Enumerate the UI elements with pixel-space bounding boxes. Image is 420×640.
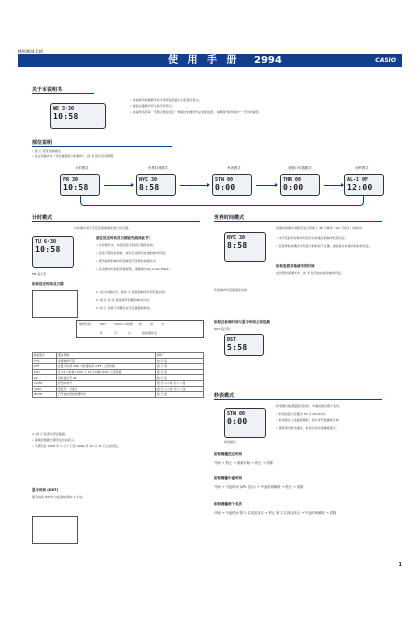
mode-cycle-return-line (80, 196, 364, 206)
about-bullet-1: • 本说明书的插图中有字母是指表面以白底黑字显示。 (130, 98, 202, 102)
elapsed-flow: 开始 → 停止 → 重新开始 → 停止 → 清除 (214, 461, 273, 465)
two-finishes-title: 如何测量两个名次 (214, 502, 242, 506)
timekeeping-body-4: • 有关城市代码的详细说明，请参阅"City Code Table"。 (96, 267, 173, 271)
seq-item: 12/24 小时制 (114, 322, 133, 326)
mode-display-alarm: AL-1 0F 12:00 (344, 174, 384, 196)
mode-display-worldtime: NYC 30 8:58 (136, 174, 176, 196)
table-row: 10:58 改变时或分 按 Ⓓ (+) 或 Ⓑ (−) 钮 (33, 380, 204, 386)
table-row: 12H 在 12 小时制 (12H) 与 24 小时制 (24H) 之间选换 按 Ⓓ 钮 (33, 369, 204, 375)
worldtime-dst-display: DST 5:58 (224, 334, 264, 356)
worldtime-underline (214, 221, 382, 222)
manual-title: 使 用 手 册 (168, 55, 240, 66)
page-number: 1 (398, 562, 402, 568)
timekeeping-watch-display: TU 6·30 10:58 (32, 236, 74, 268)
timekeeping-note-3: • 日期可在 2000 年 1 月 1 日至 2099 年 12 月 31 日之间设定。 (32, 444, 121, 448)
parts-heading: 部位说明 (32, 140, 53, 146)
set-step-2: 2. 按 Ⓓ 及 Ⓑ 钮选择所需要的城市代码。 (96, 298, 152, 302)
stopwatch-heading: 秒表模式 (214, 393, 235, 399)
stopwatch-body-3: • 秒表到达上述最高限时，将从零开始继续计时。 (276, 418, 342, 422)
stopwatch-watch-display: STW 00 0:00 (224, 408, 266, 438)
dst-indicator-caption: DST 指示符 (214, 327, 231, 331)
seq-item: 按钮操作音 (142, 331, 158, 335)
table-header-row: 画面显示 要这样做 操作 (33, 353, 204, 359)
parts-line-1: • 按 Ⓒ 钮可选换模式。 (32, 149, 64, 153)
about-watch-display: WE 3·30 10:58 (50, 103, 106, 129)
arrow-right-icon (104, 185, 132, 186)
stopwatch-body-4: • 即使退出秒表模式，秒表计时仍将继续进行。 (276, 426, 339, 430)
seq-item: 分 (161, 322, 165, 326)
stopwatch-body-2: • 秒表的显示范围为 59 分 59.99 秒。 (276, 412, 328, 416)
timekeeping-body-2: • 设定日期及时间时，首先应选择所在地的城市代码。 (96, 251, 168, 255)
about-underline (32, 93, 94, 94)
mode-label-stopwatch: 秒表模式 (227, 166, 241, 170)
about-bullet-2: • 按钮以插图中所示的字母表示。 (130, 104, 175, 108)
title-banner (18, 54, 402, 67)
split-flow: 开始 → 中途时间 (SPL 显示) → 中途时间解除 → 停止 → 清除 (214, 485, 304, 489)
mode-label-timekeeping: 计时模式 (75, 166, 89, 170)
seq-item: 时 (150, 322, 154, 326)
mode-display-stopwatch: STW 00 0:00 (212, 174, 252, 196)
mode-display-timekeeping: FR 30 10:58 (60, 174, 100, 196)
dst-body: 夏令时间 (DST) 比标准时间快 1 小时。 (32, 495, 86, 499)
stopwatch-body-1: 秒表模式能测量经过时间、中途时间及两个名次。 (276, 404, 343, 408)
timekeeping-subheading: 请在设定时间及日期前先阅读此节！ (96, 236, 152, 240)
worldtime-body-1: 世界时间模式用数字显示世界上 48 个城市（29 个时区）的时间。 (276, 226, 365, 230)
set-time-title: 如何设定时间及日期 (32, 282, 64, 286)
worldtime-view-body: 在世界时间模式中，按 Ⓓ 钮可向东卷动城市代码。 (276, 271, 344, 275)
settings-table (32, 352, 204, 398)
worldtime-dst-title: 如何在标准时间与夏令时间之间选换 (214, 320, 270, 324)
timekeeping-underline (32, 221, 200, 222)
mode-label-worldtime: 世界时间模式 (148, 166, 168, 170)
mode-label-timer: 倒数计时器模式 (288, 166, 312, 170)
parts-underline (32, 146, 172, 147)
table-row: OFF 在夏令时间 (ON) 与标准时间 (OFF) 之间选换 按 Ⓐ 钮 (33, 364, 204, 370)
table-row: MUTE 打开或关闭按钮操作音 按 Ⓐ 钮 (33, 392, 204, 398)
seq-item: 秒 (139, 322, 143, 326)
worldtime-heading: 世界时间模式 (214, 215, 245, 221)
table-row: TYO 选择城市代码 按 Ⓓ 钮 (33, 358, 204, 364)
timekeeping-intro: 计时模式用于设定及查看现在的日及日期。 (74, 226, 132, 230)
seq-item: DST (100, 322, 107, 326)
city-code-display-box (32, 290, 78, 318)
set-step-1: 1. 在计时模式中，按住 Ⓐ 钮直到城市代码开始闪动。 (96, 290, 168, 294)
arrow-right-icon (256, 185, 276, 186)
worldtime-view-title: 如何查看其他城市的时间 (276, 264, 315, 268)
arrow-right-icon (324, 185, 342, 186)
seq-item: 月 (114, 331, 118, 335)
timekeeping-body-1: • 计时模式中，本表所显示的是日期及时间。 (96, 243, 156, 247)
worldtime-caption: 所选城市代码的现在时间 (214, 288, 248, 292)
worldtime-watch-display: NYC 30 8:58 (224, 232, 266, 262)
timekeeping-heading: 计时模式 (32, 215, 53, 221)
worldtime-body-2: • 本手表的所有城市代码与计时模式的城市代码对应。 (276, 236, 348, 240)
pm-indicator-caption: PM 指示符 (32, 272, 47, 276)
stopwatch-caption: 秒表模式 (224, 440, 237, 444)
about-bullet-3: • 本说明书的每一节都记载在进行一种模式的操作所必需的信息，请参阅"参考资料"一节中的说明。 (130, 110, 262, 114)
table-row: 2010 改变年、月或日 按 Ⓓ (+) 或 Ⓑ (−) 钮 (33, 386, 204, 392)
mode-display-timer: THR 00 0:00 (280, 174, 320, 196)
two-finishes-flow: 开始 → 中途时间 第 1 名到达终点 → 停止 第 2 名到达终点 → 中途时间解除 → 清除 (214, 511, 337, 515)
seq-item: 年 (100, 331, 104, 335)
timekeeping-body-3: • 您所选择的城市代码被用于世界时间模式中。 (96, 259, 159, 263)
split-time-title: 如何测量中途时间 (214, 476, 242, 480)
seq-item: 日 (128, 331, 132, 335)
parts-line-2: • 在任何模式中（设定画面显示时除外），按 Ⓑ 钮可点亮照明。 (32, 154, 117, 158)
worldtime-body-3: • 若世界时间模式中所显示的时间不正确，请检查计时模式的时间设定。 (276, 244, 372, 248)
about-heading: 关于本说明书 (32, 87, 63, 93)
document-code: MA0904-CtA (18, 49, 43, 54)
stopwatch-underline (214, 399, 382, 400)
dst-title: 夏令时间 (DST) (32, 488, 59, 492)
mode-label-alarm: 闹铃模式 (355, 166, 369, 170)
table-row: 00 将秒复位至 00 按 Ⓓ 钮 (33, 375, 204, 381)
elapsed-time-title: 如何测量经过时间 (214, 452, 242, 456)
dst-display-box (32, 516, 78, 544)
timekeeping-note-2: • 星期会根据日期设定自动显示。 (32, 438, 77, 442)
model-number: 2994 (254, 55, 282, 66)
timekeeping-note-1: 4. 按 Ⓐ 钮退出设定画面。 (32, 432, 68, 436)
seq-item: 城市代码 (79, 322, 92, 326)
arrow-right-icon (180, 185, 208, 186)
casio-logo: CASIO (375, 57, 396, 64)
set-step-3: 3. 按 Ⓒ 钮按下列顺序在设定画面间移动。 (96, 306, 153, 310)
